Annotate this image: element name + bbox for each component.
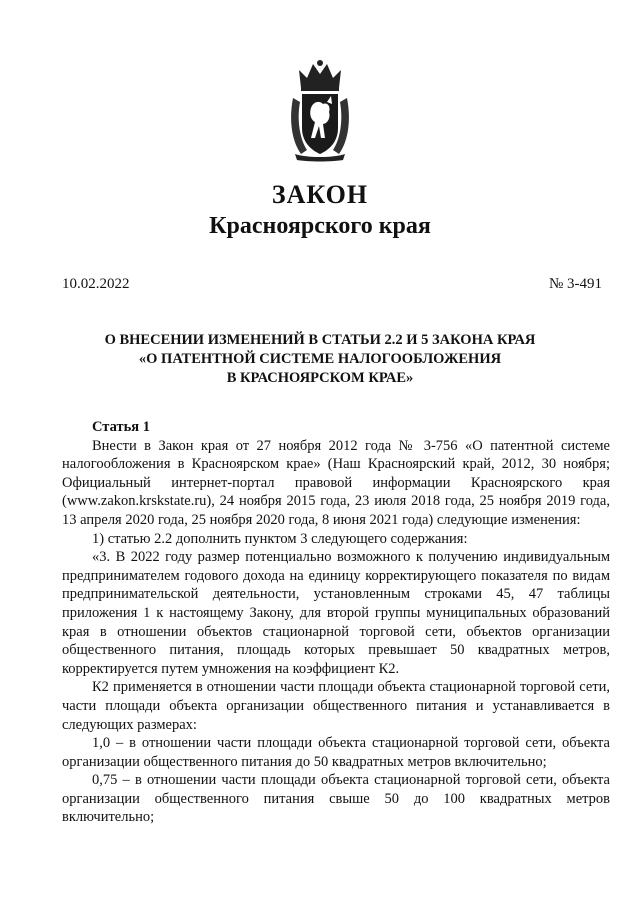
paragraph: Внести в Закон края от 27 ноября 2012 года № 3-756 «О патентной системе налогообложения в Красноярском крае» (Наш Красноярский край, 2012, 30 ноября; Официальный интернет-портал правовой информации Красноярского края (www.zakon.krskstate.ru), 24 ноября 2015 года, 23 июля 2018 года, 25 ноября 2019 года, 13 апреля 2020 года, 25 ноября 2020 года, 8 июня 2021 года) следующие изменения: [62,437,610,528]
heading-line: О ВНЕСЕНИИ ИЗМЕНЕНИЙ В СТАТЬИ 2.2 И 5 ЗАКОНА КРАЯ [104,332,536,348]
coat-of-arms-icon [287,58,353,162]
paragraph: К2 применяется в отношении части площади объекта стационарной торговой сети, части площади объекта организации общественного питания и устанавливается в следующих размерах: [62,679,610,733]
paragraph: 0,75 – в отношении части площади объекта стационарной торговой сети, объекта организации общественного питания свыше 50 до 100 квадратных метров включительно; [62,772,610,826]
paragraph: «3. В 2022 году размер потенциально возможного к получению индивидуальным предпринимателем годового дохода на единицу корректирующего показателя по видам предпринимательской деятельности, установленным строками 45, 47 таблицы приложения 1 к настоящему Закону, для второй группы муниципальных образований края в отношении объектов стационарной торговой сети, объектов организации общественного питания, площадь которых превышает 50 квадратных метров, корректируется путем умножения на коэффициент К2. [62,549,610,677]
law-heading [0,331,640,388]
paragraph: 1,0 – в отношении части площади объекта стационарной торговой сети, объекта организации общественного питания до 50 квадратных метров включительно; [62,735,610,770]
law-body [62,418,610,827]
heading-line: В КРАСНОЯРСКОМ КРАЕ» [226,370,414,386]
document-date: 10.02.2022 [62,276,130,292]
document-region: Красноярского края [209,213,431,239]
paragraph: 1) статью 2.2 дополнить пунктом 3 следующего содержания: [92,530,468,547]
heading-line: «О ПАТЕНТНОЙ СИСТЕМЕ НАЛОГООБЛОЖЕНИЯ [138,351,502,367]
document-title: ЗАКОН [271,180,369,209]
document-number: № 3-491 [548,276,602,292]
article-title: Статья 1 [92,419,150,435]
